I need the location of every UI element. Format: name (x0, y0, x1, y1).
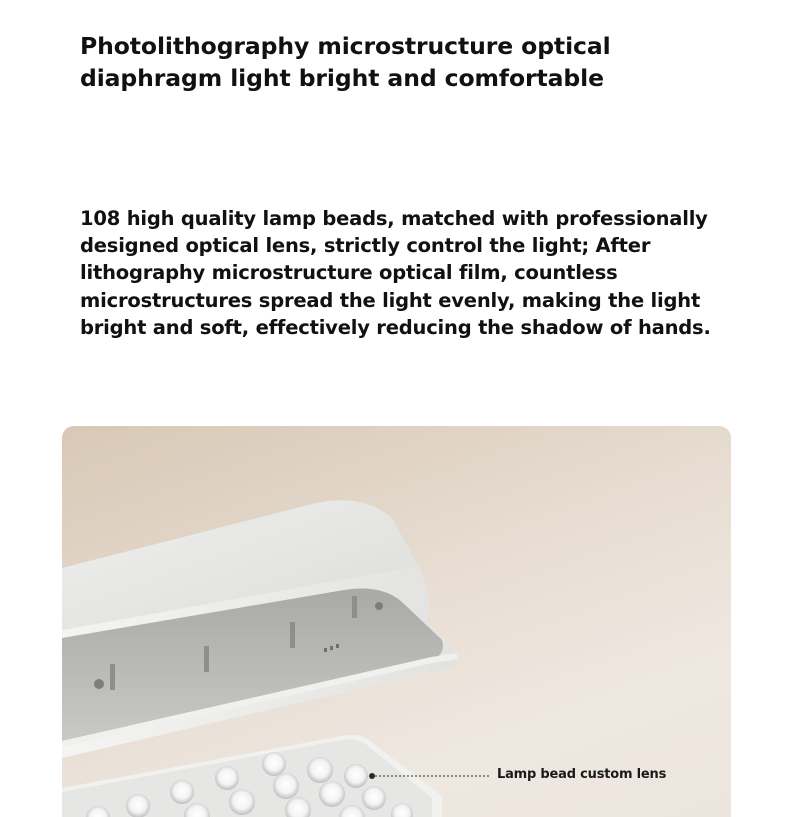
indicator-dot (324, 648, 327, 652)
mount-post (290, 622, 295, 648)
indicator-dot (330, 646, 333, 650)
callout-dot (369, 773, 375, 779)
callout-label: Lamp bead custom lens (497, 767, 667, 782)
screw-hole (375, 602, 383, 610)
description-paragraph: 108 high quality lamp beads, matched with professionally designed optical lens, strictly control the light; After lithography microstructure optical film, countless microstructures spread the light evenly, making the light bright and soft, effectively reducing the shadow of hands. (80, 207, 711, 339)
lamp-illustration (62, 426, 731, 817)
screw-hole (94, 679, 104, 689)
product-photo (62, 426, 731, 817)
page-heading: Photolithography microstructure optical diaphragm light bright and comfortable (80, 32, 611, 92)
mount-post (204, 646, 209, 672)
indicator-dot (336, 644, 339, 648)
mount-post (110, 664, 115, 690)
mount-post (352, 596, 357, 618)
